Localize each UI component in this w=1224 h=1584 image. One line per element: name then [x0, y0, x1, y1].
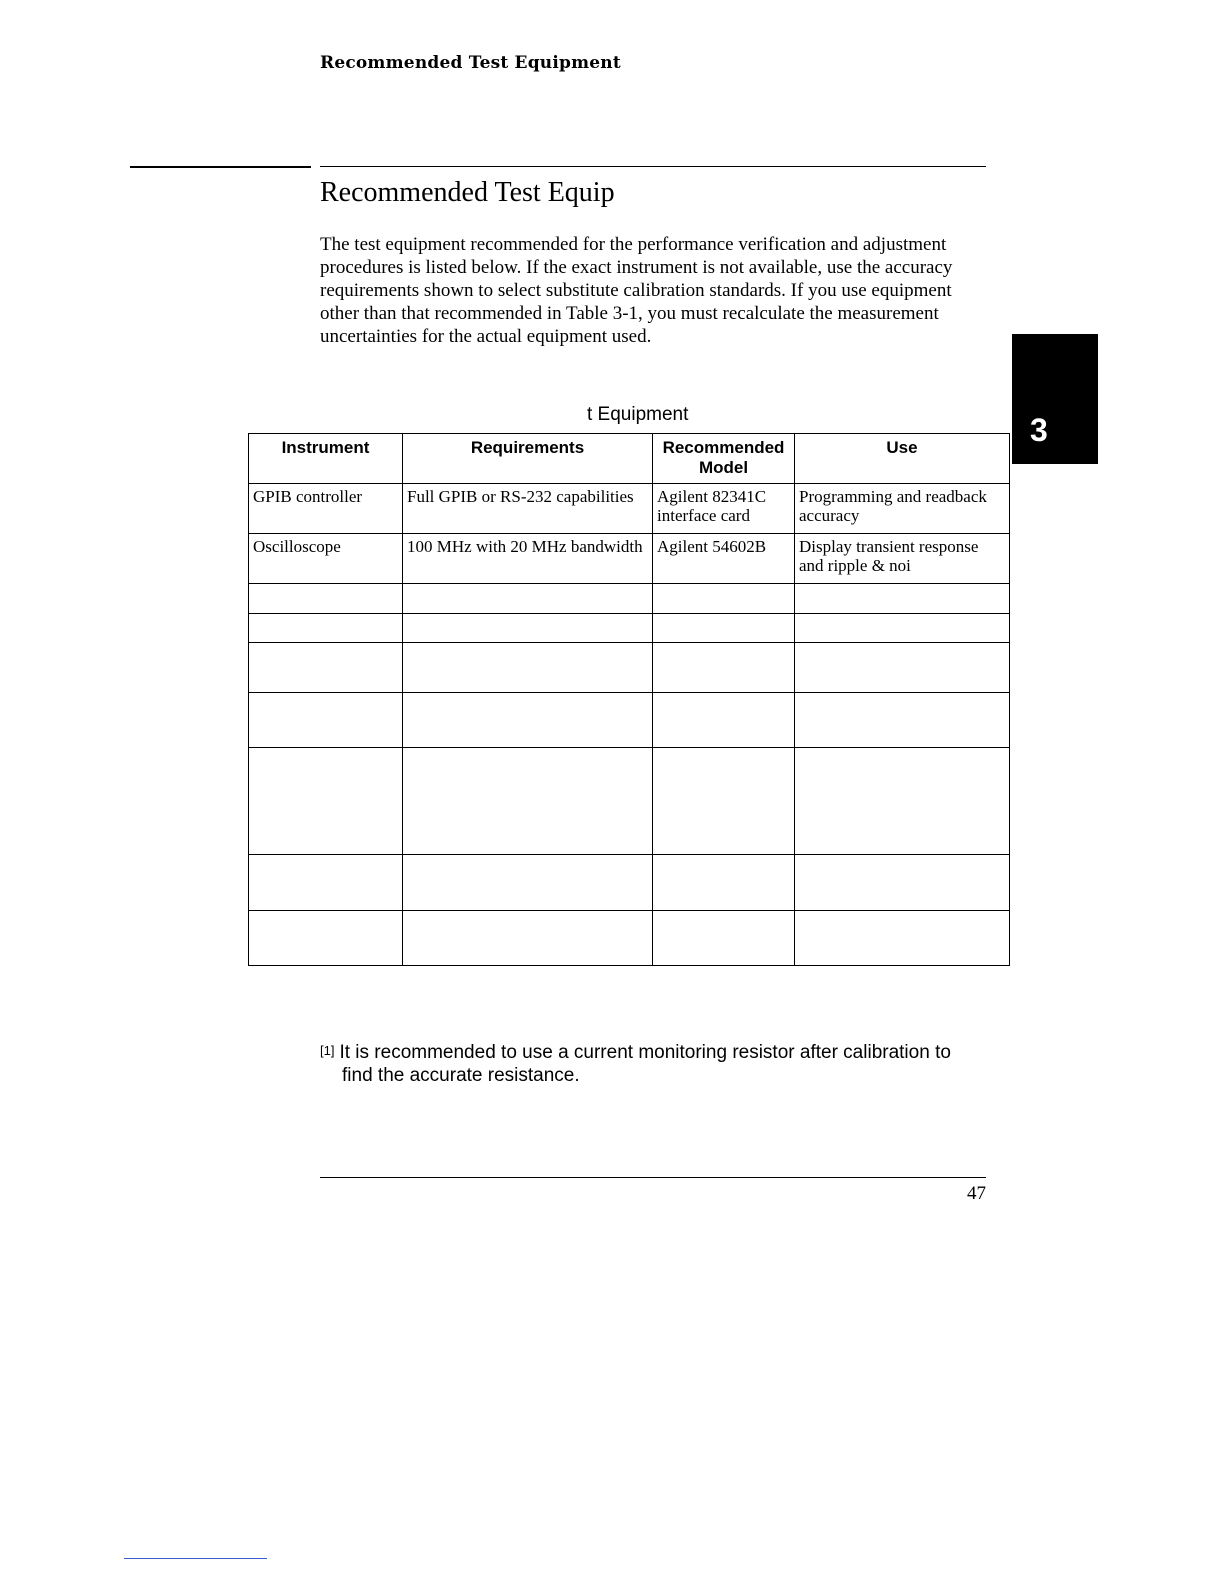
column-header-requirements: Requirements [403, 434, 653, 484]
footnote-marker: [1] [320, 1043, 335, 1058]
table-cell [403, 855, 653, 911]
table-cell [249, 855, 403, 911]
column-header-use: Use [795, 434, 1010, 484]
table-cell: Programming and readback accuracy [795, 484, 1010, 534]
table-cell [795, 584, 1010, 614]
table-cell [795, 693, 1010, 748]
table-cell: Agilent 54602B [653, 534, 795, 584]
footnote-text-line2: find the accurate resistance. [342, 1065, 580, 1086]
table-cell [249, 614, 403, 643]
table-cell [249, 693, 403, 748]
table-row [249, 855, 1010, 911]
table-row [249, 748, 1010, 855]
table-row [249, 911, 1010, 966]
footnote-text-line1: It is recommended to use a current monitoring resistor after calibration to [339, 1042, 951, 1063]
table-cell [249, 643, 403, 693]
table-row [249, 584, 1010, 614]
table-caption: t Equipment [587, 404, 689, 425]
page-number: 47 [967, 1183, 986, 1204]
column-header-recommended-model: Recommended Model [653, 434, 795, 484]
table-row [249, 693, 1010, 748]
table-cell [403, 584, 653, 614]
table-header-row [249, 434, 1010, 484]
table-cell [795, 614, 1010, 643]
chapter-number: 3 [1030, 412, 1048, 448]
table-cell [403, 693, 653, 748]
table-cell [653, 614, 795, 643]
table-cell [795, 643, 1010, 693]
equipment-table [248, 433, 1010, 966]
table-cell [249, 748, 403, 855]
table-cell [249, 911, 403, 966]
running-header: Recommended Test Equipment [320, 53, 621, 73]
table-cell: Oscilloscope [249, 534, 403, 584]
column-header-instrument: Instrument [249, 434, 403, 484]
table-row [249, 484, 1010, 534]
table-cell [795, 748, 1010, 855]
table-cell [653, 584, 795, 614]
table-cell [795, 911, 1010, 966]
table-cell [403, 643, 653, 693]
table-cell: 100 MHz with 20 MHz bandwidth [403, 534, 653, 584]
table-row [249, 534, 1010, 584]
table-cell [403, 748, 653, 855]
section-title: Recommended Test Equip [320, 177, 615, 208]
footnote [320, 1041, 1000, 1087]
table-cell [249, 584, 403, 614]
table-row [249, 614, 1010, 643]
table-cell [653, 748, 795, 855]
table-cell: GPIB controller [249, 484, 403, 534]
chapter-tab [1012, 334, 1098, 464]
intro-paragraph: The test equipment recommended for the performance verification and adjustment procedures is listed below. If the exact instrument is not available, use the accuracy requirements shown to select substitute calibration standards. If you use equipment other than that recommended in Table 3-1, you must recalculate the measurement uncertainties for the actual equipment used. [320, 234, 953, 347]
table-cell [653, 855, 795, 911]
table-cell [653, 693, 795, 748]
table-cell: Display transient response and ripple & noi [795, 534, 1010, 584]
table-cell [653, 643, 795, 693]
header-rule-left [130, 166, 311, 168]
table-cell [795, 855, 1010, 911]
header-rule-right [320, 166, 986, 167]
table-row [249, 643, 1010, 693]
table-cell: Full GPIB or RS-232 capabilities [403, 484, 653, 534]
table-cell [403, 911, 653, 966]
footer-rule [320, 1177, 986, 1178]
bottom-link-underline [124, 1558, 267, 1559]
table-cell: Agilent 82341C interface card [653, 484, 795, 534]
table-cell [403, 614, 653, 643]
table-cell [653, 911, 795, 966]
